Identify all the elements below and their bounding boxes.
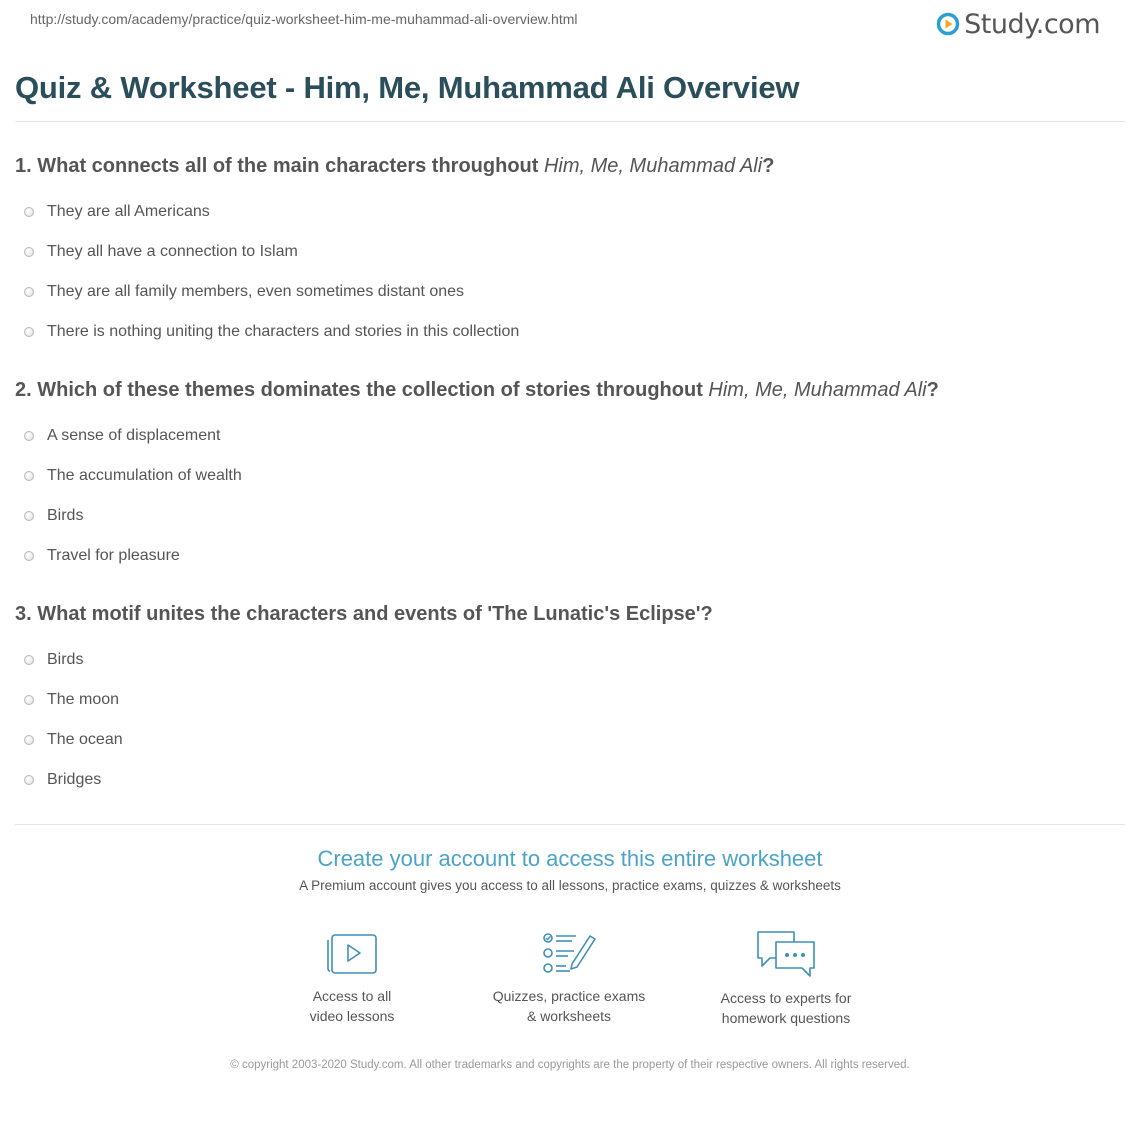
title-divider — [15, 121, 1125, 122]
feature-label: Quizzes, practice exams & worksheets — [492, 988, 646, 1024]
radio-button[interactable] — [24, 695, 34, 705]
question-text — [15, 376, 1125, 404]
answer-option[interactable] — [15, 456, 1125, 496]
page-title: Quiz & Worksheet - Him, Me, Muhammad Ali Overview — [15, 70, 800, 105]
option-label: A sense of displacement — [47, 427, 221, 444]
question-number: 2. — [15, 379, 32, 401]
study-logo[interactable] — [936, 7, 1100, 41]
cta-title-link[interactable]: Create your account to access this entire worksheet — [317, 846, 823, 871]
radio-button[interactable] — [24, 775, 34, 785]
signup-cta — [0, 846, 1140, 893]
option-label: Birds — [47, 651, 84, 668]
question-prompt: Which of these themes dominates the collection of stories throughout — [37, 379, 709, 401]
answer-options — [15, 416, 1125, 576]
feature-quizzes — [469, 928, 669, 1026]
option-label: The moon — [47, 691, 120, 708]
work-title: Him, Me, Muhammad Ali — [708, 379, 927, 401]
radio-button[interactable] — [24, 327, 34, 337]
question-end: ? — [762, 155, 775, 177]
question-2 — [15, 376, 1125, 576]
feature-video-lessons — [252, 928, 452, 1026]
question-text — [15, 600, 1125, 628]
question-prompt: What motif unites the characters and events of 'The Lunatic's Eclipse'? — [37, 603, 713, 625]
section-divider — [15, 824, 1125, 825]
quiz-checklist-icon — [540, 928, 598, 978]
option-label: There is nothing uniting the characters and stories in this collection — [47, 323, 520, 340]
answer-options — [15, 640, 1125, 800]
answer-option[interactable] — [15, 640, 1125, 680]
cta-subtitle: A Premium account gives you access to all lessons, practice exams, quizzes & worksheets — [299, 878, 841, 893]
option-label: They are all Americans — [47, 203, 210, 220]
question-number: 1. — [15, 155, 32, 177]
answer-option[interactable] — [15, 680, 1125, 720]
question-prompt: What connects all of the main characters throughout — [37, 155, 544, 177]
radio-button[interactable] — [24, 287, 34, 297]
answer-option[interactable] — [15, 416, 1125, 456]
radio-button[interactable] — [24, 247, 34, 257]
answer-option[interactable] — [15, 312, 1125, 352]
radio-button[interactable] — [24, 655, 34, 665]
answer-option[interactable] — [15, 496, 1125, 536]
radio-button[interactable] — [24, 735, 34, 745]
option-label: They are all family members, even sometimes distant ones — [47, 283, 465, 300]
answer-option[interactable] — [15, 720, 1125, 760]
feature-experts — [686, 928, 886, 1028]
option-label: The ocean — [47, 731, 123, 748]
radio-button[interactable] — [24, 431, 34, 441]
chat-bubbles-icon — [754, 928, 818, 980]
feature-label: Access to all video lessons — [309, 988, 395, 1024]
answer-option[interactable] — [15, 192, 1125, 232]
answer-options — [15, 192, 1125, 352]
answer-option[interactable] — [15, 272, 1125, 312]
radio-button[interactable] — [24, 511, 34, 521]
play-circle-icon — [936, 12, 960, 36]
radio-button[interactable] — [24, 207, 34, 217]
option-label: Bridges — [47, 771, 102, 788]
question-1 — [15, 152, 1125, 352]
work-title: Him, Me, Muhammad Ali — [543, 155, 763, 177]
question-number: 3. — [15, 603, 32, 625]
answer-option[interactable] — [15, 232, 1125, 272]
answer-option[interactable] — [15, 760, 1125, 800]
copyright-notice: © copyright 2003-2020 Study.com. All other trademarks and copyrights are the property of their respective owners. All rights reserved. — [230, 1059, 910, 1071]
page-url: http://study.com/academy/practice/quiz-worksheet-him-me-muhammad-ali-overview.html — [30, 11, 578, 27]
question-end: ? — [926, 379, 939, 401]
question-text — [15, 152, 1125, 180]
answer-option[interactable] — [15, 536, 1125, 576]
feature-label: Access to experts for homework questions — [720, 990, 852, 1026]
option-label: They all have a connection to Islam — [47, 243, 298, 260]
logo-text: Study.com — [964, 8, 1100, 40]
radio-button[interactable] — [24, 551, 34, 561]
video-lesson-icon — [325, 928, 379, 978]
option-label: Birds — [47, 507, 84, 524]
radio-button[interactable] — [24, 471, 34, 481]
option-label: Travel for pleasure — [47, 547, 180, 564]
question-3 — [15, 600, 1125, 800]
top-bar — [15, 0, 1125, 50]
option-label: The accumulation of wealth — [47, 467, 242, 484]
